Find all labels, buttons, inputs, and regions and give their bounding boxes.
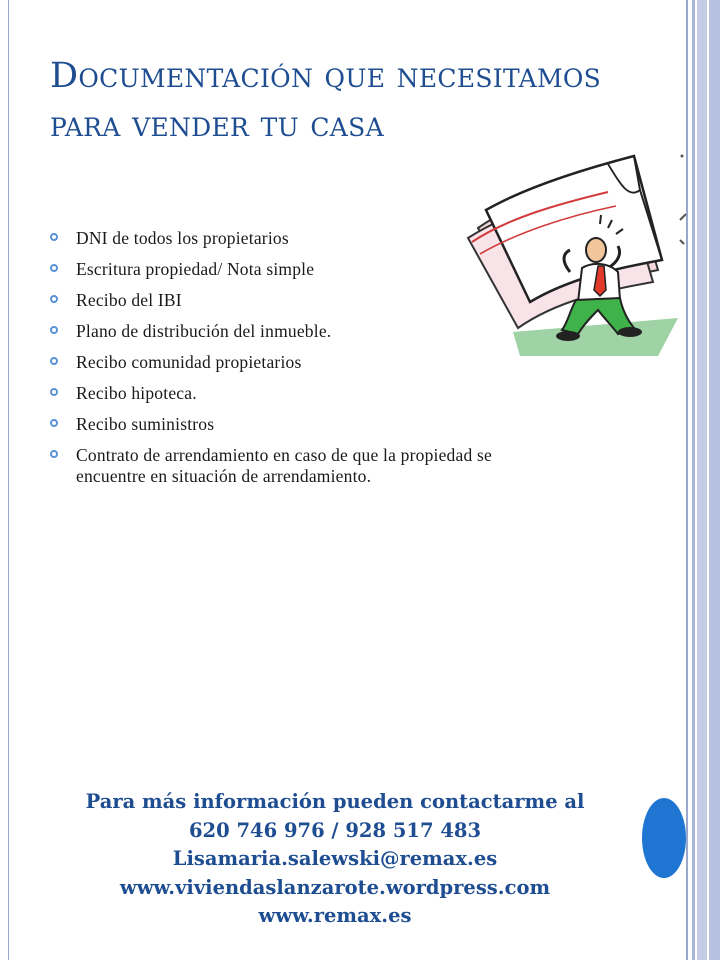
- list-item-text: Plano de distribución del inmueble.: [76, 321, 332, 341]
- bullet-icon: [50, 264, 58, 272]
- left-border-line: [8, 0, 9, 960]
- bullet-icon: [50, 357, 58, 365]
- list-item-text: Contrato de arrendamiento en caso de que la propiedad se encuentre en situación de arrendamiento.: [76, 445, 492, 486]
- list-item: [50, 414, 540, 435]
- right-decorative-bands: [686, 0, 720, 960]
- list-item-text: DNI de todos los propietarios: [76, 228, 289, 248]
- list-item-text: Escritura propiedad/ Nota simple: [76, 259, 315, 279]
- contact-info: [40, 788, 630, 931]
- contact-website-1[interactable]: www.viviendaslanzarote.wordpress.com: [119, 875, 551, 899]
- blue-oval-decoration: [642, 798, 686, 878]
- list-item: [50, 383, 540, 404]
- contact-phones: 620 746 976 / 928 517 483: [188, 818, 482, 842]
- bullet-icon: [50, 450, 58, 458]
- bullet-icon: [50, 388, 58, 396]
- bullet-icon: [50, 233, 58, 241]
- list-item-text: Recibo comunidad propietarios: [76, 352, 302, 372]
- contact-intro: Para más información pueden contactarme al: [85, 790, 585, 813]
- bullet-icon: [50, 326, 58, 334]
- contact-email[interactable]: Lisamaria.salewski@remax.es: [172, 847, 498, 870]
- man-carrying-papers-icon: [458, 150, 688, 365]
- list-item: [50, 445, 540, 487]
- list-item-text: Recibo hipoteca.: [76, 383, 197, 403]
- list-item-text: Recibo del IBI: [76, 290, 182, 310]
- slide-title: Documentación que necesitamos para vender tu casa: [50, 56, 602, 145]
- bullet-icon: [50, 419, 58, 427]
- list-item-text: Recibo suministros: [76, 414, 215, 434]
- bullet-icon: [50, 295, 58, 303]
- contact-website-2[interactable]: www.remax.es: [258, 904, 412, 927]
